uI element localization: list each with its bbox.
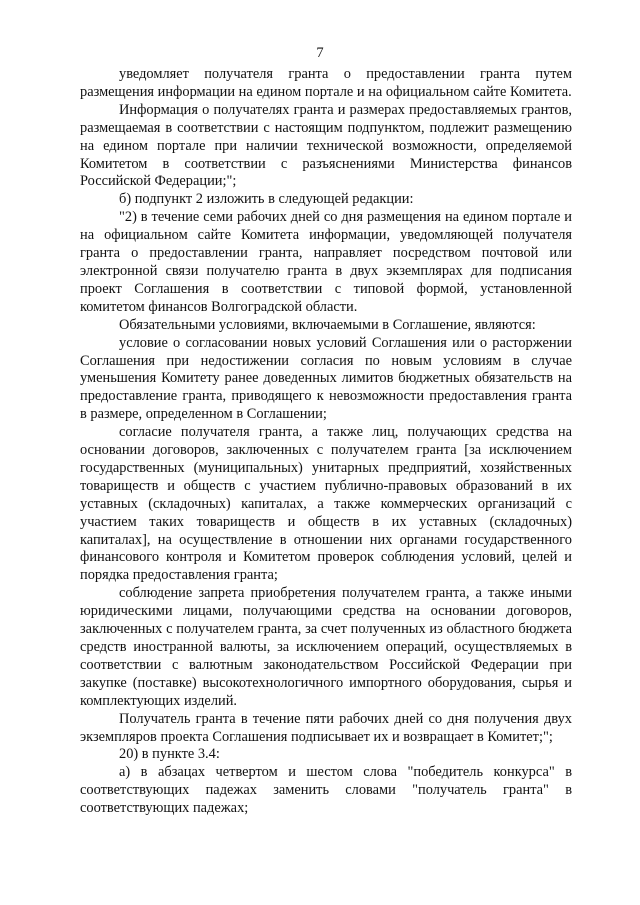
paragraph: а) в абзацах четвертом и шестом слова "победитель конкурса" в соответствующих падежах заменить словами "получатель гранта" в соответствующих падежах; (80, 764, 572, 817)
paragraph: согласие получателя гранта, а также лиц, получающих средства на основании договоров, заключенных с получателем гранта [за исключением государственных (муниципальных) унитарных предприятий, хозяйственных товариществ и обществ с участием публично-правовых образований в их уставных (складочных) капиталах, а также коммерческих организаций с участием таких товариществ и обществ в их уставных (складочных) капиталах], на осуществление в отношении них органами государственного финансового контроля и Комитетом проверок соблюдения условий, целей и порядка предоставления гранта; (80, 424, 572, 584)
paragraph: уведомляет получателя гранта о предоставлении гранта путем размещения информации на едином портале и на официальном сайте Комитета. (80, 66, 572, 100)
paragraph: Получатель гранта в течение пяти рабочих дней со дня получения двух экземпляров проекта Соглашения подписывает их и возвращает в Комитет;"; (80, 710, 572, 745)
paragraph: 20) в пункте 3.4: (119, 746, 220, 763)
page-number: 7 (316, 45, 324, 61)
paragraph: условие о согласовании новых условий Соглашения или о расторжении Соглашения при недостижении согласия по новым условиям в случае уменьшения Комитету ранее доведенных лимитов бюджетных обязательств на предоставление гранта, приводящего к невозможности предоставления гранта в размере, определенном в Соглашении; (80, 334, 572, 423)
paragraph: Информация о получателях гранта и размерах предоставляемых грантов, размещаемая в соответствии с настоящим подпунктом, подлежит размещению на едином портале при наличии технической возможности, определяемой Комитетом в соответствии с разъяснениями Министерства финансов Российской Федерации;"; (80, 101, 572, 190)
paragraph: Обязательными условиями, включаемыми в Соглашение, являются: (119, 316, 536, 333)
document-body (80, 66, 572, 818)
paragraph: соблюдение запрета приобретения получателем гранта, а также иными юридическими лицами, получающими средства на основании договоров, заключенных с получателем гранта, за счет полученных из областного бюджета средств иностранной валюты, за исключением операций, осуществляемых в соответствии с валютным законодательством Российской Федерации при закупке (поставке) высокотехнологичного импортного оборудования, сырья и комплектующих изделий. (80, 585, 572, 709)
paragraph: б) подпункт 2 изложить в следующей редакции: (119, 191, 414, 208)
paragraph: "2) в течение семи рабочих дней со дня размещения на едином портале и на официальном сайте Комитета информации, уведомляющей получателя гранта о предоставлении гранта, направляет посредством почтовой или электронной связи получателю гранта в двух экземплярах для подписания проект Соглашения в соответствии с типовой формой, установленной комитетом финансов Волгоградской области. (80, 209, 572, 315)
